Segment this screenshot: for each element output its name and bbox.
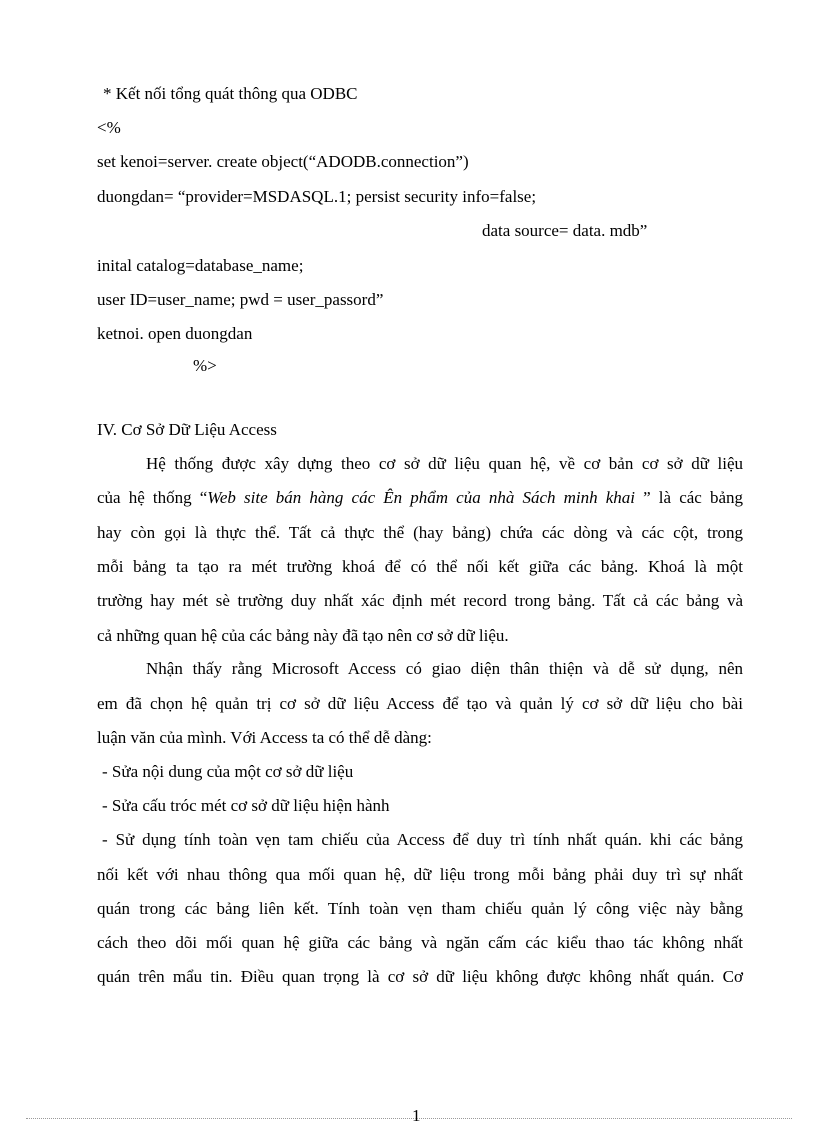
- p1-line-3: hay còn gọi là thực thể. Tất cả thực thể (hay bảng) chứa các dòng và các cột, trong: [97, 523, 743, 542]
- page-number: 1: [412, 1106, 421, 1125]
- code-line-1: set kenoi=server. create object(“ADODB.connection”): [97, 152, 469, 171]
- p1-line-5: trường hay mét sè trường duy nhất xác định mét record trong bảng. Tất cả các bảng và: [97, 591, 743, 610]
- code-heading: * Kết nối tổng quát thông qua ODBC: [103, 84, 358, 103]
- p1-line-2: [97, 488, 743, 508]
- bullet-1: - Sửa nội dung của một cơ sở dữ liệu: [102, 762, 354, 781]
- code-close-tag: %>: [193, 356, 217, 375]
- bullet-3-line-1: - Sử dụng tính toàn vẹn tam chiếu của Access để duy trì tính nhất quán. khi các bảng: [102, 830, 743, 849]
- code-line-4: inital catalog=database_name;: [97, 256, 304, 275]
- bullet-3-line-5: quán trên mẩu tin. Điều quan trọng là cơ sở dữ liệu không được không nhất quán. Cơ: [97, 967, 743, 986]
- p1-line-2-italic-title: Web site bán hàng các Ên phẩm của nhà Sách minh khai: [207, 488, 636, 507]
- p1-line-1: Hệ thống được xây dựng theo cơ sở dữ liệu quan hệ, về cơ bản cơ sở dữ liệu: [146, 454, 743, 473]
- bullet-3-line-4: cách theo dõi mối quan hệ giữa các bảng và ngăn cấm các kiểu thao tác không nhất: [97, 933, 743, 952]
- footer-rule: [26, 1118, 792, 1119]
- code-line-6: ketnoi. open duongdan: [97, 324, 253, 343]
- p1-line-2-before: của hệ thống “: [97, 488, 208, 507]
- p2-line-1: Nhận thấy rằng Microsoft Access có giao diện thân thiện và dễ sử dụng, nên: [146, 659, 743, 678]
- p1-line-4: mỗi bảng ta tạo ra mét trường khoá để có thể nối kết giữa các bảng. Khoá là một: [97, 557, 743, 576]
- bullet-3-line-3: quán trong các bảng liên kết. Tính toàn vẹn tham chiếu quản lý công việc này bằng: [97, 899, 743, 918]
- code-line-5: user ID=user_name; pwd = user_passord”: [97, 290, 384, 309]
- bullet-3-line-2: nối kết với nhau thông qua mối quan hệ, dữ liệu trong mỗi bảng phải duy trì sự nhất: [97, 865, 743, 884]
- p1-line-2-after: ” là các bảng: [635, 488, 744, 507]
- section-title: IV. Cơ Sở Dữ Liệu Access: [97, 420, 277, 439]
- bullet-2: - Sửa cấu tróc mét cơ sở dữ liệu hiện hành: [102, 796, 390, 815]
- p2-line-3: luận văn của mình. Với Access ta có thể dễ dàng:: [97, 728, 432, 747]
- code-open-tag: <%: [97, 118, 121, 137]
- p1-line-6: cả những quan hệ của các bảng này đã tạo nên cơ sở dữ liệu.: [97, 626, 509, 645]
- p2-line-2: em đã chọn hệ quản trị cơ sở dữ liệu Access để tạo và quản lý cơ sở dữ liệu cho bài: [97, 694, 743, 713]
- code-line-3: data source= data. mdb”: [482, 221, 648, 240]
- code-line-2: duongdan= “provider=MSDASQL.1; persist security info=false;: [97, 187, 537, 206]
